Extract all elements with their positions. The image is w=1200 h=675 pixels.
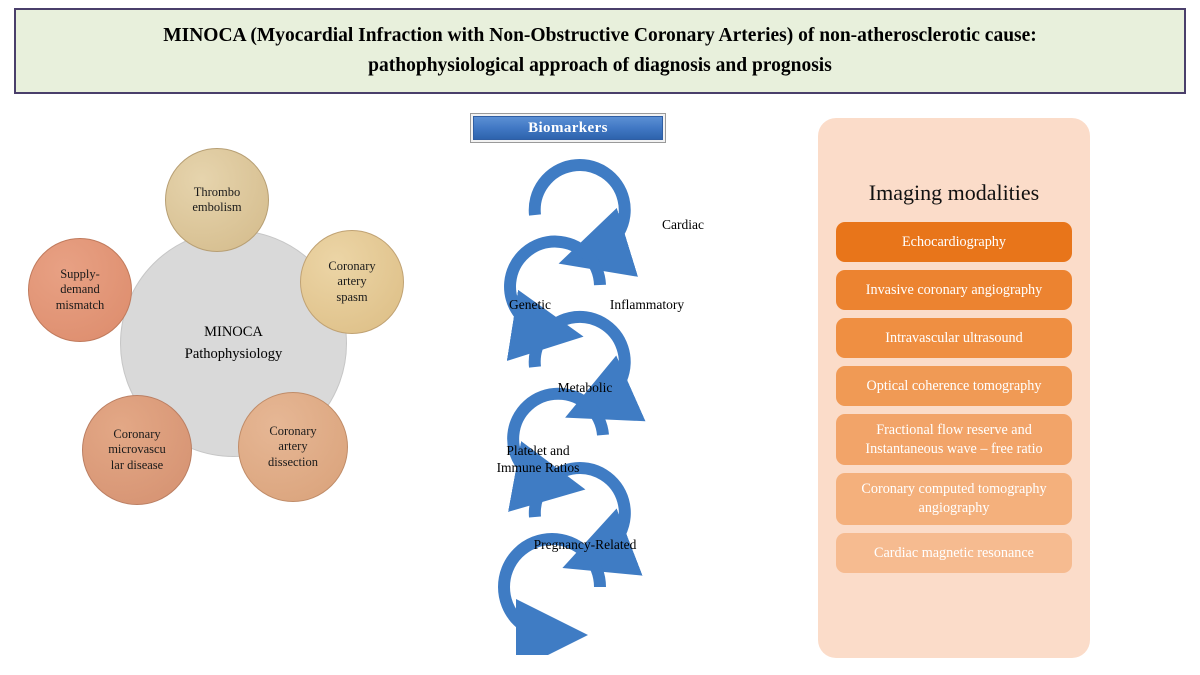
bubble-coronary-microvascular-disease xyxy=(82,395,192,505)
title-line-2: pathophysiological approach of diagnosis and prognosis xyxy=(368,55,832,76)
bubble-microvascular-line-2: microvascu xyxy=(108,442,166,457)
biomarker-label-genetic: Genetic xyxy=(509,297,551,312)
modality-invasive-coronary-angiography: Invasive coronary angiography xyxy=(836,270,1072,310)
bubble-dissection-line-1: Coronary xyxy=(269,424,317,439)
pathophysiology-diagram xyxy=(10,120,440,540)
figure-title-banner xyxy=(14,8,1186,94)
bubble-supply-demand-line-3: mismatch xyxy=(55,297,105,312)
bubble-coronary-artery-spasm xyxy=(300,230,404,334)
bubble-thromboembolism-line-2: embolism xyxy=(192,200,242,214)
core-label-line-2: Pathophysiology xyxy=(184,345,283,362)
bubble-microvascular-line-1: Coronary xyxy=(113,427,161,442)
biomarker-label-cardiac: Cardiac xyxy=(662,217,704,232)
bubble-thromboembolism-line-1: Thrombo xyxy=(193,184,241,199)
biomarkers-diagram xyxy=(440,105,770,660)
modality-fractional-flow-reserve: Fractional flow reserve and Instantaneous wave – free ratio xyxy=(836,414,1072,465)
bubble-spasm-line-3: spasm xyxy=(336,289,368,304)
bubble-supply-demand-line-2: demand xyxy=(60,282,100,297)
bubble-dissection-line-2: artery xyxy=(278,439,308,454)
core-label-line-1: MINOCA xyxy=(204,323,263,340)
imaging-modalities-panel xyxy=(818,118,1090,658)
modality-optical-coherence-tomography: Optical coherence tomography xyxy=(836,366,1072,406)
modality-intravascular-ultrasound: Intravascular ultrasound xyxy=(836,318,1072,358)
biomarker-label-inflammatory: Inflammatory xyxy=(609,297,685,312)
modality-echocardiography: Echocardiography xyxy=(836,222,1072,262)
modality-cardiac-magnetic-resonance: Cardiac magnetic resonance xyxy=(836,533,1072,573)
bubble-supply-demand-line-1: Supply- xyxy=(60,267,100,282)
bubble-thromboembolism xyxy=(165,148,269,252)
biomarkers-banner-label: Biomarkers xyxy=(473,116,663,140)
bubble-supply-demand-mismatch xyxy=(28,238,132,342)
biomarker-label-platelet-immune-ratios: Platelet and Immune Ratios xyxy=(496,443,580,475)
imaging-modalities-list xyxy=(836,222,1072,573)
bubble-coronary-artery-dissection xyxy=(238,392,348,502)
bubble-spasm-line-1: Coronary xyxy=(328,259,376,274)
bubble-dissection-line-3: dissection xyxy=(268,454,318,469)
title-line-1: MINOCA (Myocardial Infraction with Non-Obstructive Coronary Arteries) of non-atherosclerotic cause: xyxy=(163,24,1037,46)
bubble-microvascular-line-3: lar disease xyxy=(110,457,164,472)
modality-coronary-ct-angiography: Coronary computed tomography angiography xyxy=(836,473,1072,524)
imaging-modalities-title: Imaging modalities xyxy=(868,180,1040,205)
biomarker-label-metabolic: Metabolic xyxy=(557,380,613,395)
biomarker-label-pregnancy-related: Pregnancy-Related xyxy=(533,537,637,552)
bubble-spasm-line-2: artery xyxy=(337,274,367,289)
